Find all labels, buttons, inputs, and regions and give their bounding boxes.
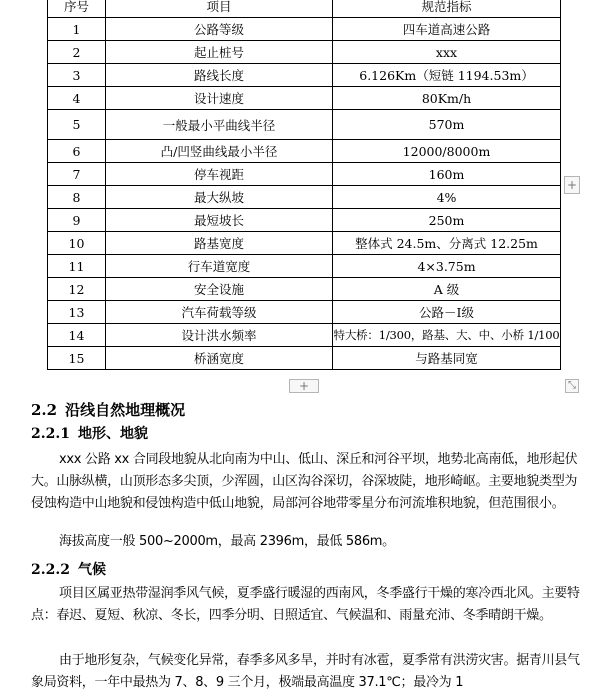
table-resize-handle[interactable]: ⤡ bbox=[565, 379, 579, 393]
spec-table bbox=[47, 0, 561, 370]
cell-item: 路线长度 bbox=[106, 64, 333, 87]
header-spec: 规范指标 bbox=[333, 0, 561, 18]
cell-item: 行车道宽度 bbox=[106, 255, 333, 278]
cell-spec: 570m bbox=[333, 110, 561, 140]
section-number: 2.2 bbox=[31, 401, 58, 419]
table-row bbox=[48, 163, 561, 186]
paragraph-terrain bbox=[31, 449, 583, 514]
table-row bbox=[48, 41, 561, 64]
cell-spec: 4% bbox=[333, 186, 561, 209]
cell-index: 7 bbox=[48, 163, 106, 186]
cell-index: 15 bbox=[48, 347, 106, 370]
subsection-heading-climate bbox=[31, 559, 114, 579]
table-row bbox=[48, 140, 561, 163]
cell-item: 路基宽度 bbox=[106, 232, 333, 255]
cell-spec: 6.126Km（短链 1194.53m） bbox=[333, 64, 561, 87]
table-row bbox=[48, 110, 561, 140]
table-row bbox=[48, 347, 561, 370]
header-index: 序号 bbox=[48, 0, 106, 18]
cell-index: 10 bbox=[48, 232, 106, 255]
header-item: 项目 bbox=[106, 0, 333, 18]
add-row-button[interactable]: + bbox=[289, 379, 319, 393]
cell-index: 11 bbox=[48, 255, 106, 278]
cell-spec: A 级 bbox=[333, 278, 561, 301]
table-header-row bbox=[48, 0, 561, 18]
cell-index: 3 bbox=[48, 64, 106, 87]
cell-item: 起止桩号 bbox=[106, 41, 333, 64]
paragraph-text: xxx 公路 xx 合同段地貌从北向南为中山、低山、深丘和河谷平坝，地势北高南低，地形起伏大。山脉纵横，山顶形态多尖顶，少浑圆，山区沟谷深切，谷深坡陡，地形崎岖。主要地貌类型为侵蚀构造中山地貌和侵蚀构造中低山地貌，局部河谷地带零星分布河流堆积地貌，但范围很小。 bbox=[31, 452, 578, 511]
cell-spec: 4×3.75m bbox=[333, 255, 561, 278]
table-row bbox=[48, 232, 561, 255]
cell-item: 最大纵坡 bbox=[106, 186, 333, 209]
section-heading bbox=[31, 399, 193, 420]
table-row bbox=[48, 255, 561, 278]
cell-item: 停车视距 bbox=[106, 163, 333, 186]
cell-index: 12 bbox=[48, 278, 106, 301]
cell-spec: 与路基同宽 bbox=[333, 347, 561, 370]
paragraph-climate bbox=[31, 583, 583, 627]
cell-index: 13 bbox=[48, 301, 106, 324]
cell-index: 9 bbox=[48, 209, 106, 232]
paragraph-weather bbox=[31, 650, 583, 694]
table-row bbox=[48, 87, 561, 110]
cell-spec: 公路－Ⅰ级 bbox=[333, 301, 561, 324]
cell-spec: 四车道高速公路 bbox=[333, 18, 561, 41]
cell-spec: xxx bbox=[333, 41, 561, 64]
table-row bbox=[48, 18, 561, 41]
table-row bbox=[48, 209, 561, 232]
cell-item: 桥涵宽度 bbox=[106, 347, 333, 370]
cell-item: 一般最小平曲线半径 bbox=[106, 110, 333, 140]
cell-index: 8 bbox=[48, 186, 106, 209]
table-row bbox=[48, 278, 561, 301]
subsection-number: 2.2.1 bbox=[31, 426, 70, 442]
cell-item: 公路等级 bbox=[106, 18, 333, 41]
cell-spec: 160m bbox=[333, 163, 561, 186]
table-row bbox=[48, 64, 561, 87]
cell-index: 1 bbox=[48, 18, 106, 41]
cell-spec: 250m bbox=[333, 209, 561, 232]
subsection-heading-terrain bbox=[31, 423, 156, 443]
cell-spec: 特大桥：1/300，路基、大、中、小桥 1/100 bbox=[333, 324, 561, 347]
cell-index: 2 bbox=[48, 41, 106, 64]
cell-item: 汽车荷载等级 bbox=[106, 301, 333, 324]
cell-item: 设计速度 bbox=[106, 87, 333, 110]
table-row bbox=[48, 186, 561, 209]
section-title: 沿线自然地理概况 bbox=[65, 401, 186, 419]
cell-item: 凸/凹竖曲线最小半径 bbox=[106, 140, 333, 163]
cell-index: 14 bbox=[48, 324, 106, 347]
table-row bbox=[48, 301, 561, 324]
cell-spec: 12000/8000m bbox=[333, 140, 561, 163]
cell-spec: 整体式 24.5m、分离式 12.25m bbox=[333, 232, 561, 255]
subsection-title: 地形、地貌 bbox=[77, 426, 148, 442]
paragraph-altitude bbox=[31, 531, 583, 553]
cell-index: 4 bbox=[48, 87, 106, 110]
subsection-number: 2.2.2 bbox=[31, 562, 70, 578]
paragraph-text: 项目区属亚热带湿润季风气候，夏季盛行暖湿的西南风，冬季盛行干燥的寒冷西北风。主要特点：春迟、夏短、秋凉、冬长，四季分明、日照适宜、气候温和、雨量充沛、冬季晴朗干燥。 bbox=[31, 586, 580, 623]
cell-item: 设计洪水频率 bbox=[106, 324, 333, 347]
table-row bbox=[48, 324, 561, 347]
cell-spec: 80Km/h bbox=[333, 87, 561, 110]
add-column-button[interactable]: + bbox=[564, 176, 580, 194]
cell-index: 6 bbox=[48, 140, 106, 163]
paragraph-text: 由于地形复杂，气候变化异常，春季多风多旱，并时有冰雹，夏季常有洪涝灾害。据青川县气象局资料，一年中最热为 7、8、9 三个月，极端最高温度 37.1℃；最冷为 1 bbox=[31, 653, 580, 690]
cell-item: 最短坡长 bbox=[106, 209, 333, 232]
cell-index: 5 bbox=[48, 110, 106, 140]
subsection-title: 气候 bbox=[77, 562, 106, 578]
paragraph-text: 海拔高度一般 500~2000m，最高 2396m，最低 586m。 bbox=[59, 534, 395, 549]
cell-item: 安全设施 bbox=[106, 278, 333, 301]
